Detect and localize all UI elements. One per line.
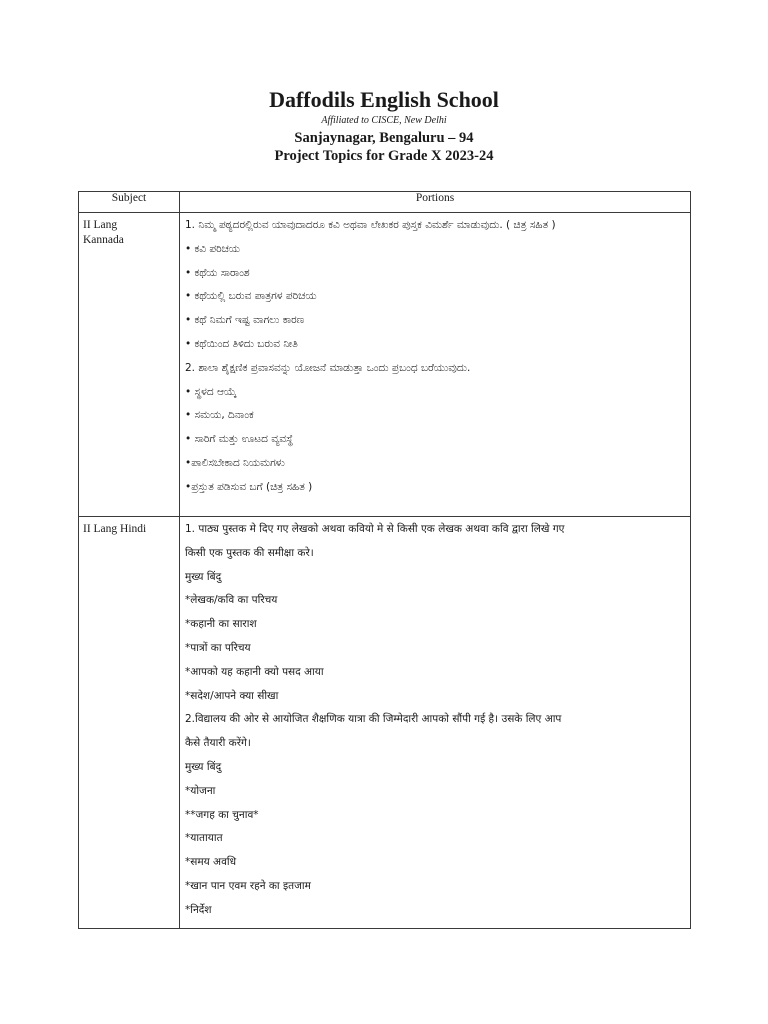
portion-line: मुख्य बिंदु xyxy=(185,570,222,583)
project-title: Project Topics for Grade X 2023-24 xyxy=(274,148,494,164)
table-row-hindi xyxy=(79,517,691,929)
school-name: Daffodils English School xyxy=(269,87,499,112)
subject-cell: II Lang Hindi xyxy=(79,517,180,929)
portion-line: *सदेश/आपने क्या सीखा xyxy=(185,689,279,702)
portion-line: *आपको यह कहानी क्यो पसद आया xyxy=(185,665,324,678)
portion-line: मुख्य बिंदु xyxy=(185,760,222,773)
portion-line: कैसे तैयारी करेंगे। xyxy=(185,737,251,750)
portion-line: किसी एक पुस्तक की समीक्षा करे। xyxy=(185,546,314,559)
portions-cell xyxy=(180,213,691,517)
portion-line: *समय अवधि xyxy=(185,856,237,869)
portion-line: 1. पाठ्य पुस्तक मे दिए गए लेखको अथवा कवियो मे से किसी एक लेखक अथवा कवि द्वारा लिखे गए xyxy=(185,523,565,535)
portion-line: *योजना xyxy=(185,784,216,797)
portions-cell xyxy=(180,517,691,929)
portion-line: *पात्रों का परिचय xyxy=(185,641,251,654)
portion-line: 2.विद्यालय की ओर से आयोजित शैक्षणिक यात्रा की जिम्मेदारी आपको सौंपी गई है। उसके लिए आप xyxy=(185,713,562,726)
affiliation-line: Affiliated to CISCE, New Delhi xyxy=(321,115,447,126)
portion-line: • ಸಮಯ, ದಿನಾಂಕ xyxy=(185,409,254,422)
project-topics-table xyxy=(78,191,691,929)
table-header-row xyxy=(79,192,691,213)
column-header-portions: Portions xyxy=(180,192,691,213)
column-header-subject: Subject xyxy=(79,192,180,213)
portion-line: *कहानी का साराश xyxy=(185,618,257,631)
portion-line: *खान पान एवम रहने का इतजाम xyxy=(185,879,311,892)
table-row-kannada xyxy=(79,213,691,517)
school-location: Sanjaynagar, Bengaluru – 94 xyxy=(294,130,474,146)
portion-line: • ಸ್ಥಳದ ಆಯ್ಕೆ xyxy=(185,385,237,398)
portion-line: 2. ಶಾಲಾ ಶೈಕ್ಷಣಿಕ ಪ್ರವಾಸವನ್ನು ಯೋಜನೆ ಮಾಡುತ್ತಾ ಒಂದು ಪ್ರಬಂಧ ಬರೆಯುವುದು. xyxy=(185,361,471,374)
portion-line: •ಪಾಲಿಸಬೇಕಾದ ನಿಯಮಗಳು xyxy=(185,456,285,469)
portion-line: *लेखक/कवि का परिचय xyxy=(185,594,278,607)
subject-cell: II Lang Kannada xyxy=(79,213,180,517)
portion-line: • ಕಥೆಯ ಸಾರಾಂಶ xyxy=(185,266,250,279)
portion-line: • ಕವಿ ಪರಿಚಯ xyxy=(185,242,241,255)
portion-line: *निर्देश xyxy=(185,903,212,916)
portion-line: 1. ನಿಮ್ಮ ಪಠ್ಯದರಲ್ಲಿರುವ ಯಾವುದಾದರೂ ಕವಿ ಅಥವಾ ಲೇಖಕರ ಪುಸ್ತಕ ವಿಮರ್ಶೆ ಮಾಡುವುದು. ( ಚಿತ್ರ ಸಹಿತ ) xyxy=(185,219,556,231)
portion-line: *यातायात xyxy=(185,832,223,845)
portion-line: •ಪ್ರಸ್ತುತ ಪಡಿಸುವ ಬಗೆ (ಚಿತ್ರ ಸಹಿತ ) xyxy=(185,480,313,493)
portion-line: • ಕಥೆಯಿಂದ ತಿಳಿದು ಬರುವ ನೀತಿ xyxy=(185,337,298,350)
portion-line: • ಕಥೆ ನಿಮಗೆ ಇಷ್ಟ ವಾಗಲು ಕಾರಣ xyxy=(185,314,305,327)
document-header xyxy=(0,86,768,165)
portion-line: • ಸಾರಿಗೆ ಮತ್ತು ಊಟದ ವ್ಯವಸ್ಥೆ xyxy=(185,433,294,446)
portion-line: **जगह का चुनाव* xyxy=(185,808,259,821)
portion-line: • ಕಥೆಯಲ್ಲಿ ಬರುವ ಪಾತ್ರಗಳ ಪರಿಚಯ xyxy=(185,290,317,303)
